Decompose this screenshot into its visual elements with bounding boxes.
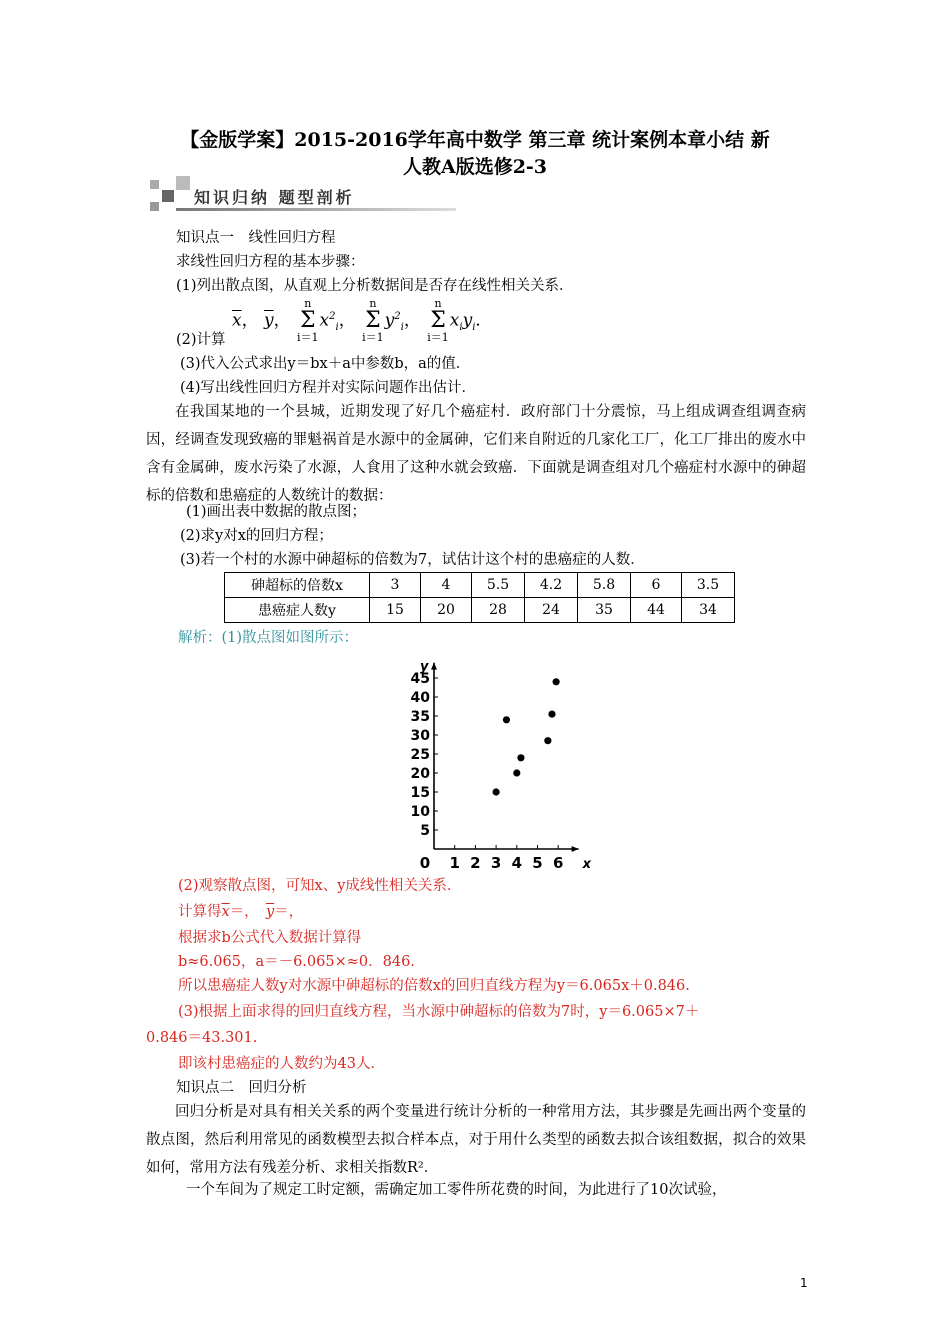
y-tick-label: 5 [420, 823, 430, 839]
table-row-label: 砷超标的倍数x [225, 573, 370, 598]
table-cell: 5.8 [578, 573, 631, 598]
data-point [517, 754, 524, 761]
banner-stripe [176, 208, 456, 211]
x-tick-label: 6 [552, 854, 564, 872]
data-point [493, 788, 500, 795]
x-axis-arrow-icon [572, 846, 579, 852]
kp1-step3: (3)代入公式求出y＝bx＋a中参数b，a的值． [180, 356, 471, 372]
x-tick-label: 4 [511, 854, 523, 872]
kp1-step1: (1)列出散点图，从直观上分析数据间是否存在线性相关关系． [176, 278, 574, 294]
y-tick-label: 35 [410, 709, 430, 725]
solution-s1: 解析：(1)散点图如图所示： [178, 630, 359, 646]
y-tick-label: 25 [410, 747, 430, 763]
y-tick-label: 10 [410, 804, 430, 820]
data-point [503, 716, 510, 723]
kp1-steps-intro: 求线性回归方程的基本步骤： [176, 254, 365, 270]
solution-s8: 0.846＝43.301. [146, 1030, 258, 1046]
solution-s5: b≈6.065，a＝－6.065×≈0．846. [178, 954, 415, 970]
x-tick-label: 1 [449, 854, 460, 872]
table-cell: 44 [631, 598, 682, 623]
table-cell: 24 [525, 598, 578, 623]
table-cell: 15 [370, 598, 421, 623]
solution-s6: 所以患癌症人数y对水源中砷超标的倍数x的回归直线方程为y＝6.065x＋0.846. [178, 978, 690, 994]
y-tick-label: 15 [410, 785, 430, 801]
table-cell: 3 [370, 573, 421, 598]
solution-s9: 即该村患癌症的人数约为43人． [178, 1056, 385, 1072]
sum-sign-1: n Σ i＝1 [297, 297, 319, 344]
data-point [548, 711, 555, 718]
kp1-heading: 知识点一 线性回归方程 [176, 230, 336, 246]
y-tick-label: 20 [410, 766, 430, 782]
table-cell: 28 [472, 598, 525, 623]
solution-s2: (2)观察散点图，可知x、y成线性相关关系． [178, 878, 462, 894]
x-tick-label: 0 [419, 854, 431, 872]
table-cell: 20 [421, 598, 472, 623]
banner-square-icon [176, 176, 190, 190]
kp2-heading: 知识点二 回归分析 [176, 1080, 307, 1096]
table-cell: 34 [682, 598, 735, 623]
table-cell: 6 [631, 573, 682, 598]
x-axis-label: x [582, 857, 592, 872]
table-cell: 5.5 [472, 573, 525, 598]
kp2-text: 回归分析是对具有相关关系的两个变量进行统计分析的一种常用方法，其步骤是先画出两个变量的散点图，然后利用常见的函数模型去拟合样本点，对于用什么类型的函数去拟合该组数据，拟合的效果如何，常用方法有残差分析、求相关指数R²． [146, 1104, 806, 1176]
document-title-line2: 人教A版选修2-3 [402, 156, 548, 178]
kp2-problem2: 一个车间为了规定工时定额，需确定加工零件所花费的时间，为此进行了10次试验， [186, 1182, 727, 1198]
kp1-step2: (2)计算 [176, 332, 226, 348]
y-tick-label: 40 [410, 690, 430, 706]
data-point [544, 737, 551, 744]
sum-sign-3: n Σ i＝1 [427, 297, 449, 344]
sum-sign-2: n Σ i＝1 [362, 297, 384, 344]
y-axis-label: y [420, 659, 429, 675]
formula-ybar: $\overline{y}$ [264, 310, 274, 331]
solution-s4: 根据求b公式代入数据计算得 [178, 930, 362, 946]
y-tick-label: 30 [410, 728, 430, 744]
banner-square-icon [162, 190, 174, 202]
kp1-step4: (4)写出线性回归方程并对实际问题作出估计． [180, 380, 477, 396]
banner-label: 知识归纳 题型剖析 [194, 188, 355, 207]
scatter-plot [400, 645, 590, 875]
x-tick-label: 2 [470, 854, 481, 872]
y-axis-arrow-icon [431, 663, 437, 670]
formula-xbar: $\overline{x}$ [232, 310, 242, 331]
banner-square-icon [150, 202, 159, 211]
page-number: 1 [800, 1276, 808, 1290]
document-title-line1: 【金版学案】2015-2016学年高中数学 第三章 统计案例本章小结 新 [180, 129, 770, 151]
table-row-label: 患癌症人数y [225, 598, 370, 623]
solution-s7: (3)根据上面求得的回归直线方程，当水源中砷超标的倍数为7时，y＝6.065×7＋ [178, 1004, 700, 1020]
x-tick-label: 5 [532, 854, 543, 872]
data-table [224, 572, 735, 623]
banner-square-icon [150, 180, 159, 189]
table-row [225, 598, 735, 623]
table-cell: 4 [421, 573, 472, 598]
problem1-q2: (2)求y对x的回归方程； [180, 528, 333, 544]
problem1-q1: (1)画出表中数据的散点图； [186, 504, 367, 520]
problem1-q3: (3)若一个村的水源中砷超标的倍数为7，试估计这个村的患癌症的人数． [180, 552, 645, 568]
x-tick-label: 3 [490, 854, 502, 872]
table-cell: 35 [578, 598, 631, 623]
formula-sums: $\overline{x}$， $\overline{y}$， n Σ $i=1x^2_i$， n Σ $i=1y^2_i$， n Σ $i=1x_iy_i$． [232, 297, 493, 344]
table-row [225, 573, 735, 598]
table-cell: 4.2 [525, 573, 578, 598]
problem1-text: 在我国某地的一个县城，近期发现了好几个癌症村．政府部门十分震惊，马上组成调查组调查病因，经调查发现致癌的罪魁祸首是水源中的金属砷，它们来自附近的几家化工厂，化工厂排出的废水中含有金属砷，废水污染了水源，人食用了这种水就会致癌．下面就是调查组对几个癌症村水源中的砷超标的倍数和患癌症的人数统计的数据： [146, 404, 806, 504]
section-banner [146, 176, 456, 216]
solution-s3: 计算得$\overline{x}=$， $\overline{y}=$， [178, 904, 304, 920]
table-cell: 3.5 [682, 573, 735, 598]
data-point [553, 678, 560, 685]
data-point [513, 769, 520, 776]
y-tick-label: 45 [410, 671, 430, 687]
